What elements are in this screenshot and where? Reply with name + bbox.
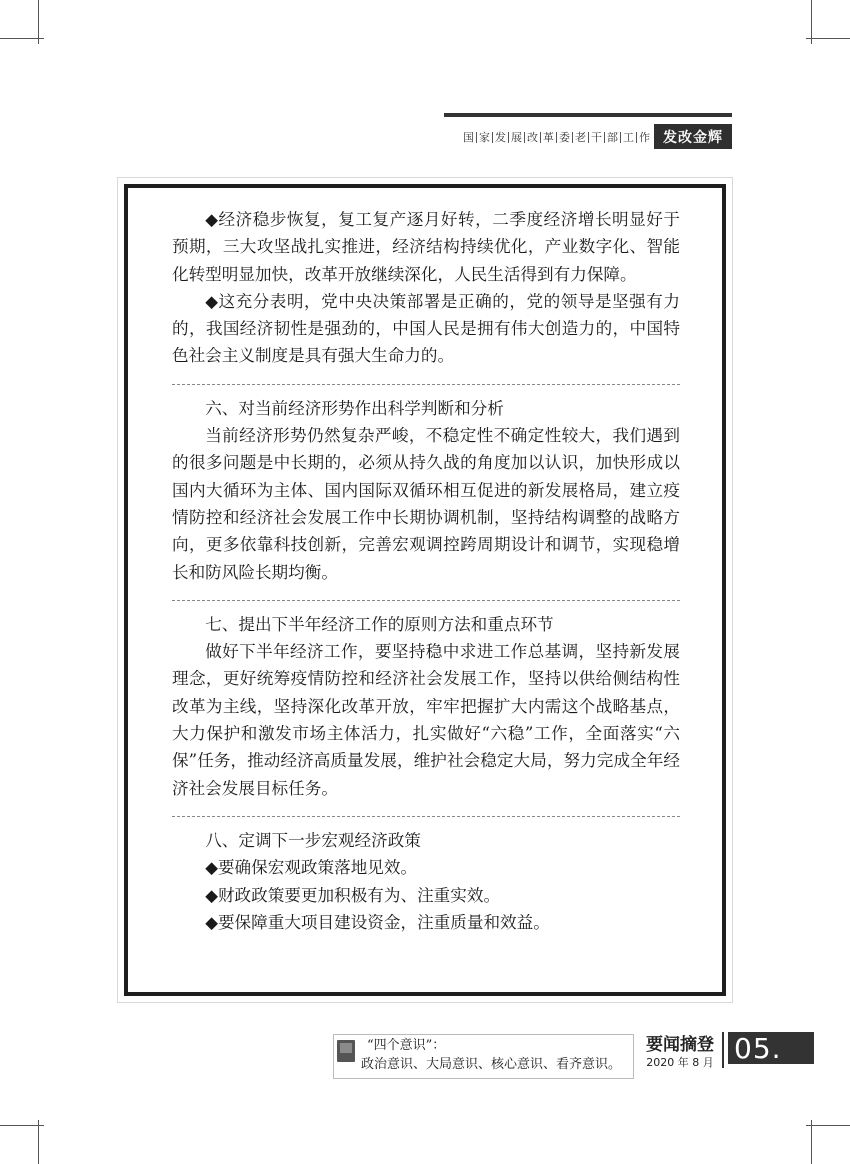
nav-char: 作 (639, 131, 650, 144)
nav-separator (524, 132, 525, 143)
crop-mark (806, 38, 850, 39)
page-number: 05. (728, 1032, 814, 1064)
nav-separator (572, 132, 573, 143)
section-heading: 八、定调下一步宏观经济政策 (205, 830, 421, 850)
section-paragraph: 当前经济形势仍然复杂严峻，不稳定性不确定性较大，我们遇到的很多问题是中长期的，必须从持久战的角度加以认识，加快形成以国内大循环为主体、国内国际双循环相互促进的新发展格局，建立疫情防控和经济社会发展工作中长期协调机制，坚持结构调整的战略方向，更多依靠科技创新，完善宏观调控跨周期设计和调节，实现稳增长和防风险长期均衡。 (172, 426, 680, 582)
article-content (172, 206, 680, 950)
nav-char: 国 (463, 131, 474, 144)
dashed-divider (172, 816, 680, 817)
crop-mark (811, 1120, 812, 1164)
bullet-item: ◆财政政策要更加积极有为、注重实效。 (205, 885, 501, 905)
nav-char: 工 (623, 131, 634, 144)
nav-char: 家 (479, 131, 490, 144)
nav-char: 发 (495, 131, 506, 144)
intro-paragraph: ◆这充分表明，党中央决策部署是正确的，党的领导是坚强有力的，我国经济韧性是强劲的，中国人民是拥有伟大创造力的，中国特色社会主义制度是具有强大生命力的。 (172, 291, 680, 366)
nav-char: 改 (527, 131, 538, 144)
header-nav (440, 128, 650, 146)
quote-title: “四个意识”： (367, 1038, 446, 1053)
section-paragraph: 做好下半年经济工作，要坚持稳中求进工作总基调，坚持新发展理念，更好统筹疫情防控和经济社会发展工作，坚持以供给侧结构性改革为主线，坚持深化改革开放，牢牢把握扩大内需这个战略基点，大力保护和激发市场主体活力，扎实做好“六稳”工作，全面落实“六保”任务，推动经济高质量发展，维护社会稳定大局，努力完成全年经济社会发展目标任务。 (172, 642, 680, 798)
nav-char: 老 (575, 131, 586, 144)
quote-text: 政治意识、大局意识、核心意识、看齐意识。 (361, 1057, 622, 1072)
crop-mark (38, 1120, 39, 1164)
nav-separator (540, 132, 541, 143)
section-heading: 六、对当前经济形势作出科学判断和分析 (205, 398, 504, 418)
nav-separator (604, 132, 605, 143)
brand-logo: 发改金辉 (654, 124, 732, 149)
intro-block (172, 206, 680, 384)
dashed-divider (172, 600, 680, 601)
nav-char: 委 (559, 131, 570, 144)
nav-separator (492, 132, 493, 143)
nav-char: 干 (591, 131, 602, 144)
footer-divider (722, 1032, 724, 1068)
book-icon (337, 1040, 355, 1062)
nav-char: 革 (543, 131, 554, 144)
issue-date: 2020 年 8 月 (646, 1056, 714, 1069)
dashed-divider (172, 384, 680, 385)
nav-separator (508, 132, 509, 143)
header-rule (444, 113, 732, 117)
crop-mark (806, 1125, 850, 1126)
bullet-item: ◆要确保宏观政策落地见效。 (205, 858, 418, 878)
nav-separator (620, 132, 621, 143)
nav-char: 部 (607, 131, 618, 144)
section-7 (172, 611, 680, 816)
nav-separator (588, 132, 589, 143)
intro-paragraph: ◆经济稳步恢复，复工复产逐月好转，二季度经济增长明显好于预期，三大攻坚战扎实推进，经济结构持续优化，产业数字化、智能化转型明显加快，改革开放继续深化，人民生活得到有力保障。 (172, 210, 680, 284)
nav-char: 展 (511, 131, 522, 144)
crop-mark (0, 38, 44, 39)
section-8 (172, 827, 680, 950)
section-heading: 七、提出下半年经济工作的原则方法和重点环节 (205, 614, 554, 634)
section-name: 要闻摘登 (646, 1035, 714, 1055)
nav-separator (636, 132, 637, 143)
bullet-item: ◆要保障重大项目建设资金，注重质量和效益。 (205, 912, 550, 932)
crop-mark (0, 1125, 44, 1126)
nav-separator (476, 132, 477, 143)
section-6 (172, 395, 680, 600)
nav-separator (556, 132, 557, 143)
